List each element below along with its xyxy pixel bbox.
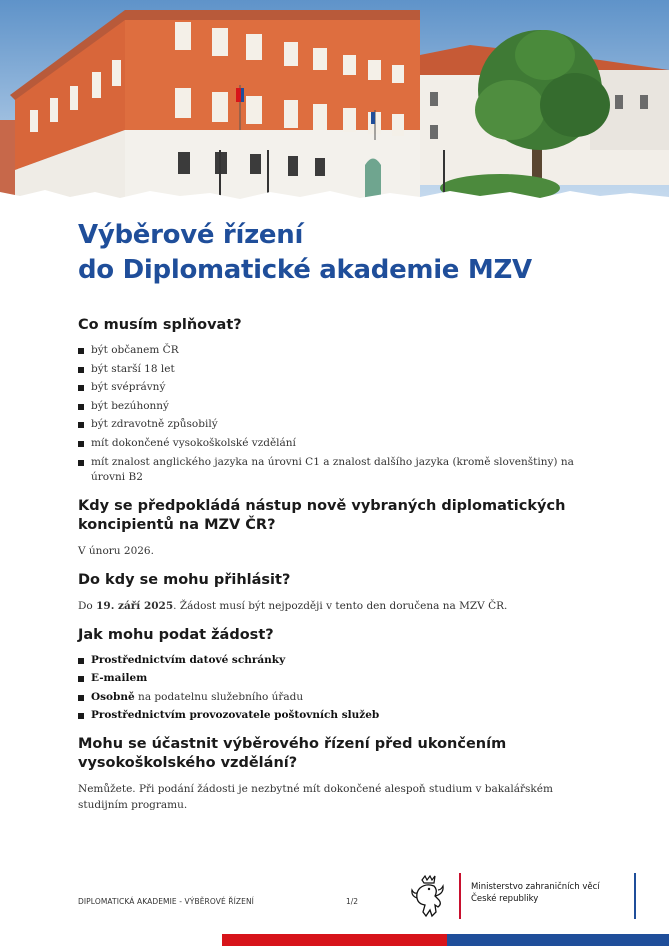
main-content	[78, 316, 598, 813]
list-item: mít dokončené vysokoškolské vzdělání	[78, 436, 598, 451]
deadline-date: 19. září 2025	[96, 599, 174, 612]
footer-blue-divider	[634, 873, 636, 919]
apply-item-text: E-mailem	[91, 672, 148, 685]
list-item	[78, 690, 598, 705]
list-item	[78, 708, 598, 723]
list-item: být starší 18 let	[78, 362, 598, 377]
list-item: být svéprávný	[78, 380, 598, 395]
title-line-2: do Diplomatické akademie MZV	[78, 255, 532, 285]
requirements-list	[78, 343, 598, 485]
deadline-heading: Do kdy se mohu přihlásit?	[78, 571, 291, 588]
before-graduation-heading: Mohu se účastnit výběrového řízení před ukončením vysokoškolského vzdělání?	[78, 736, 507, 772]
start-section	[78, 497, 598, 559]
bottom-blue-stripe	[447, 934, 669, 946]
czech-lion-emblem-icon	[408, 874, 448, 918]
page-title	[78, 218, 532, 288]
page-number: 1/2	[346, 897, 359, 906]
list-item: být občanem ČR	[78, 343, 598, 358]
list-item	[78, 671, 598, 686]
list-item	[78, 653, 598, 668]
apply-item-text: Prostřednictvím datové schránky	[91, 653, 286, 666]
footer-label: DIPLOMATICKÁ AKADEMIE - VÝBĚROVÉ ŘÍZENÍ	[78, 897, 254, 906]
hero-photo	[0, 0, 669, 205]
apply-section	[78, 626, 598, 724]
apply-item-text: Osobně	[91, 690, 135, 703]
deadline-prefix: Do	[78, 599, 97, 612]
list-item: být zdravotně způsobilý	[78, 417, 598, 432]
start-text: V únoru 2026.	[78, 544, 154, 557]
requirements-section	[78, 316, 598, 485]
ministry-line-1: Ministerstvo zahraničních věcí	[471, 882, 600, 892]
requirements-heading: Co musím splňovat?	[78, 317, 242, 333]
deadline-suffix: . Žádost musí být nejpozději v tento den doručena na MZV ČR.	[173, 599, 508, 612]
deadline-section	[78, 571, 598, 614]
title-line-1: Výběrové řízení	[78, 220, 304, 250]
deadline-text	[78, 598, 598, 614]
list-item: mít znalost anglického jazyka na úrovni C1 a znalost dalšího jazyka (kromě slovenštiny) na úrovni B2	[78, 455, 598, 485]
apply-list	[78, 653, 598, 724]
apply-item-text: Prostřednictvím provozovatele poštovních služeb	[91, 709, 380, 722]
apply-heading: Jak mohu podat žádost?	[78, 626, 274, 643]
bottom-red-stripe	[222, 934, 447, 946]
ministry-name	[471, 882, 600, 905]
before-graduation-section	[78, 735, 598, 813]
list-item: být bezúhonný	[78, 399, 598, 414]
before-graduation-text: Nemůžete. Při podání žádosti je nezbytné mít dokončené alespoň studium v bakalářském studijním programu.	[78, 783, 553, 812]
apply-item-rest: na podatelnu služebního úřadu	[134, 690, 304, 703]
footer-red-divider	[459, 873, 461, 919]
ministry-line-2: České republiky	[471, 893, 539, 904]
start-heading: Kdy se předpokládá nástup nově vybraných diplomatických koncipientů na MZV ČR?	[78, 497, 566, 533]
